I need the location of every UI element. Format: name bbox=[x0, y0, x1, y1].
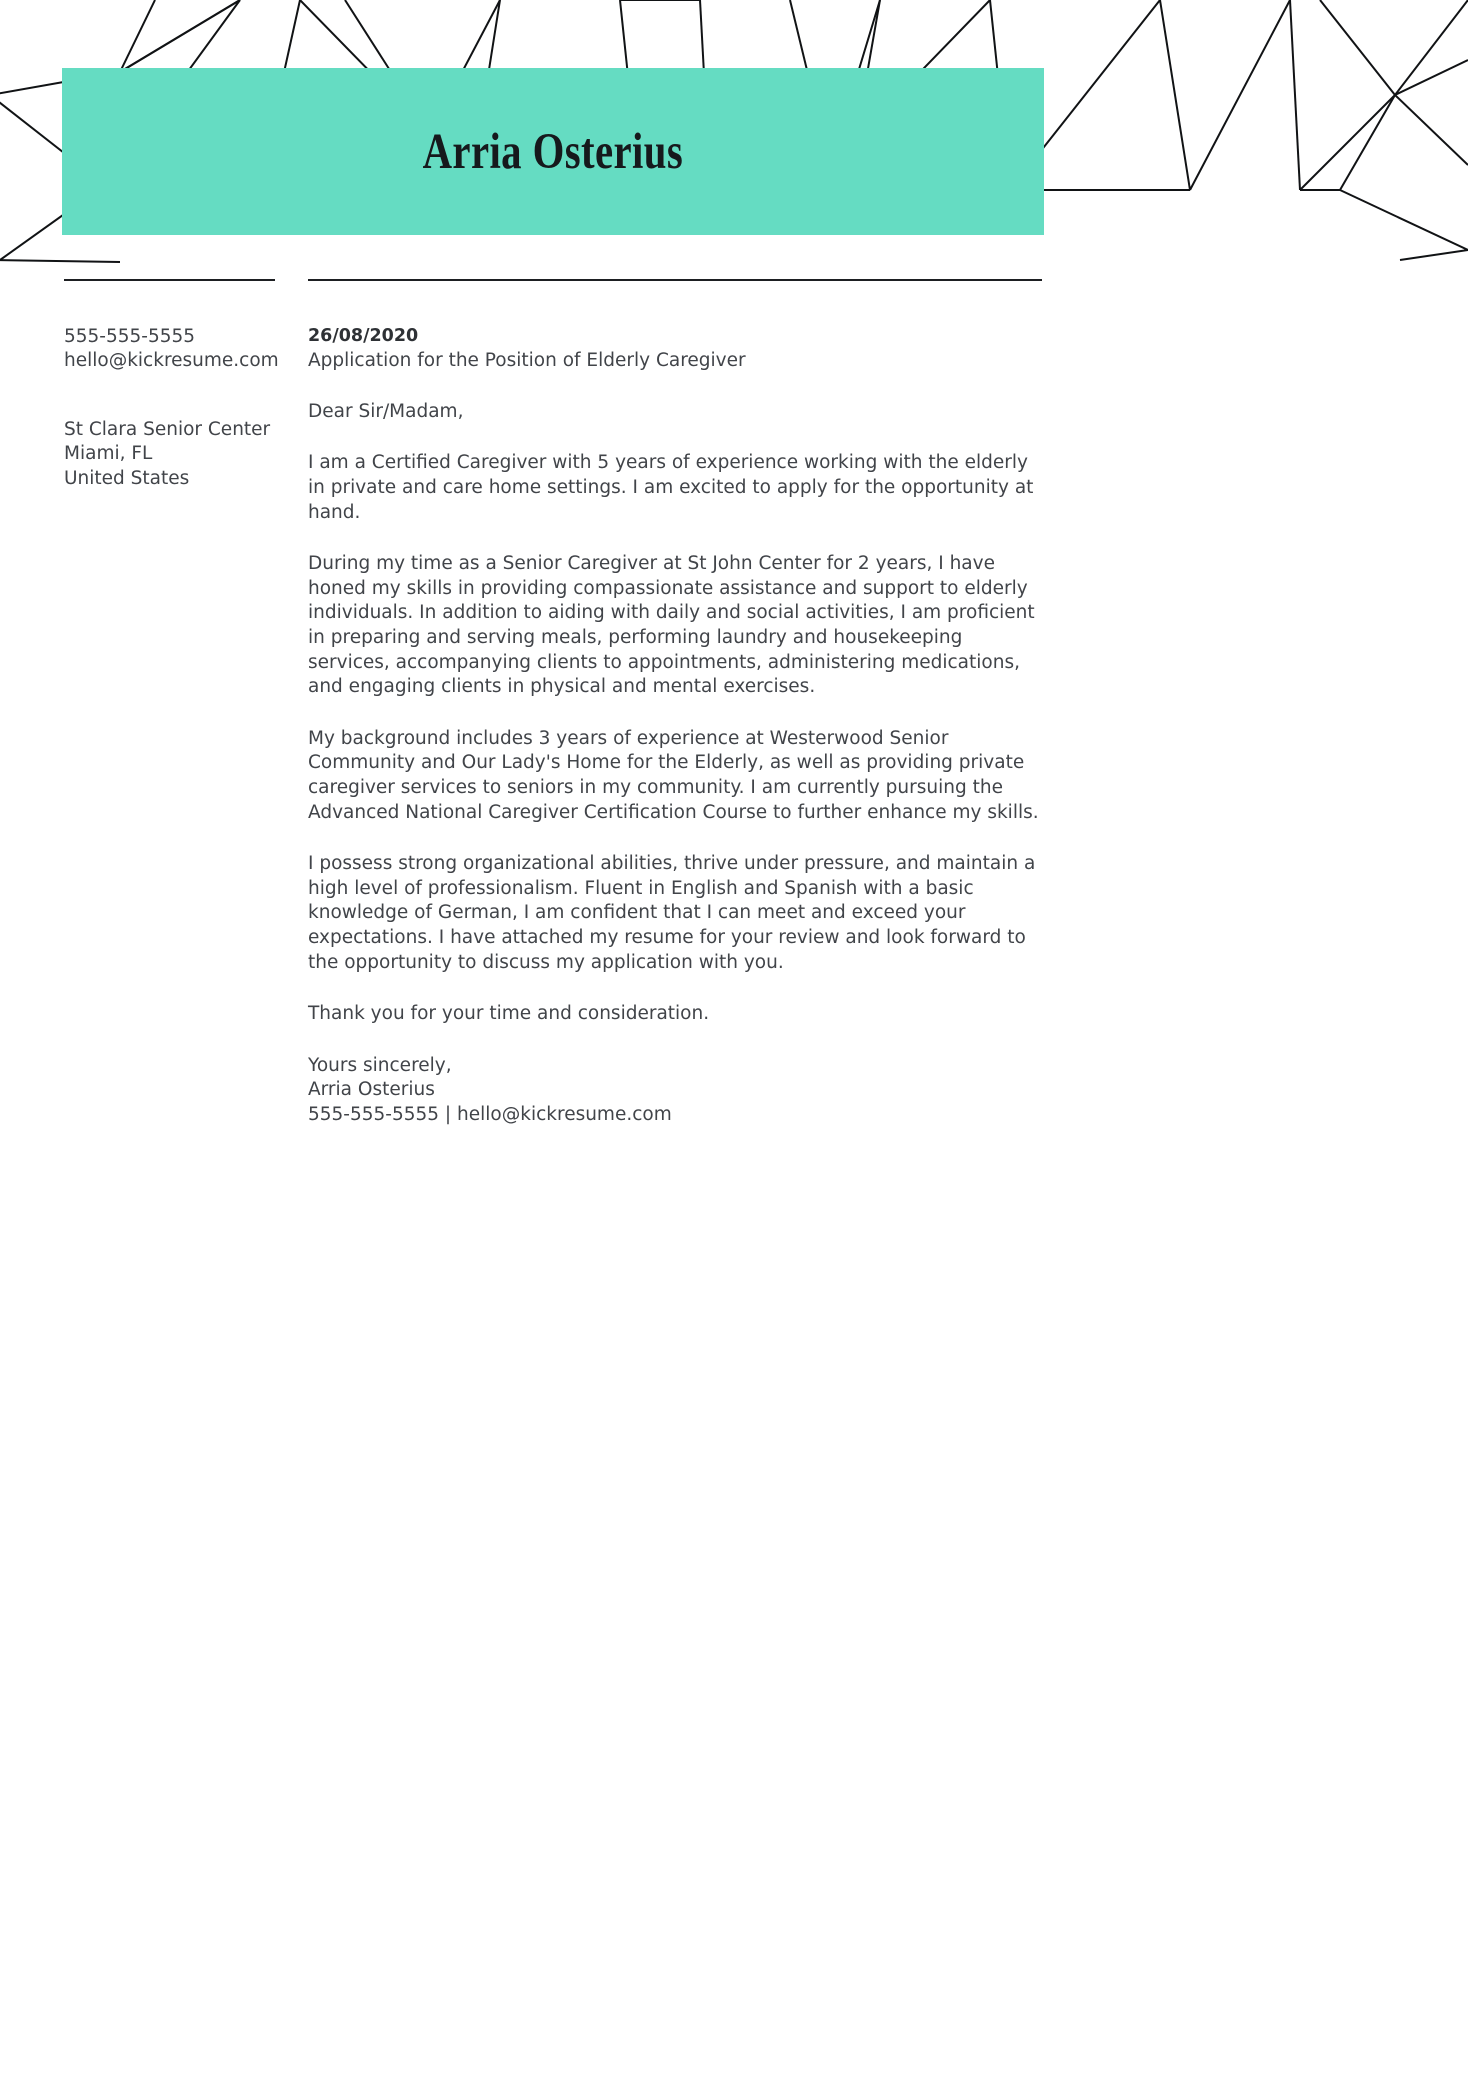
letter-salutation: Dear Sir/Madam, bbox=[308, 400, 464, 422]
letter-paragraph-3: My background includes 3 years of experience at Westerwood Senior Community and Our Lady's Home for the Elderly, as well as providing private caregiver services to seniors in my community. I am currently pursuing the Advanced National Caregiver Certification Course to further enhance my skills. bbox=[308, 727, 1039, 823]
letter-date: 26/08/2020 bbox=[308, 326, 419, 346]
spacer bbox=[308, 374, 1046, 400]
recipient-address-block bbox=[64, 418, 279, 491]
sender-contact-block bbox=[64, 325, 279, 374]
sidebar-contact-column bbox=[64, 325, 279, 491]
letter-paragraph-4: I possess strong organizational abilities, thrive under pressure, and maintain a high level of professionalism. Fluent in English and Spanish with a basic knowledge of German, I am confident that I can meet and exceed your expectations. I have attached my resume for your review and look forward to the opportunity to discuss my application with you. bbox=[308, 853, 1036, 973]
letter-body-column bbox=[308, 325, 1046, 1128]
page-title: Arria Osterius bbox=[422, 123, 684, 180]
letter-subject: Application for the Position of Elderly Caregiver bbox=[308, 350, 746, 372]
recipient-city-state: Miami, FL bbox=[64, 443, 153, 465]
recipient-country: United States bbox=[64, 467, 190, 489]
sender-phone: 555-555-5555 bbox=[64, 326, 196, 347]
sender-email: hello@kickresume.com bbox=[64, 350, 279, 372]
letter-signature-contact: 555-555-5555 | hello@kickresume.com bbox=[308, 1103, 672, 1125]
letter-signoff: Yours sincerely, bbox=[308, 1054, 452, 1076]
letter-signature-block bbox=[308, 1054, 1046, 1128]
letter-paragraph-2: During my time as a Senior Caregiver at St John Center for 2 years, I have honed my skills in providing compassionate assistance and support to elderly individuals. In addition to aiding with daily and social activities, I am proficient in preparing and serving meals, performing laundry and housekeeping services, accompanying clients to appointments, administering medications, and engaging clients in physical and mental exercises. bbox=[308, 553, 1035, 698]
letter-paragraph-5: Thank you for your time and consideration. bbox=[308, 1003, 710, 1025]
letter-paragraph-1: I am a Certified Caregiver with 5 years of experience working with the elderly in private and care home settings. I am excited to apply for the opportunity at hand. bbox=[308, 452, 1034, 523]
recipient-organization: St Clara Senior Center bbox=[64, 418, 271, 440]
letter-signature-name: Arria Osterius bbox=[308, 1079, 435, 1101]
